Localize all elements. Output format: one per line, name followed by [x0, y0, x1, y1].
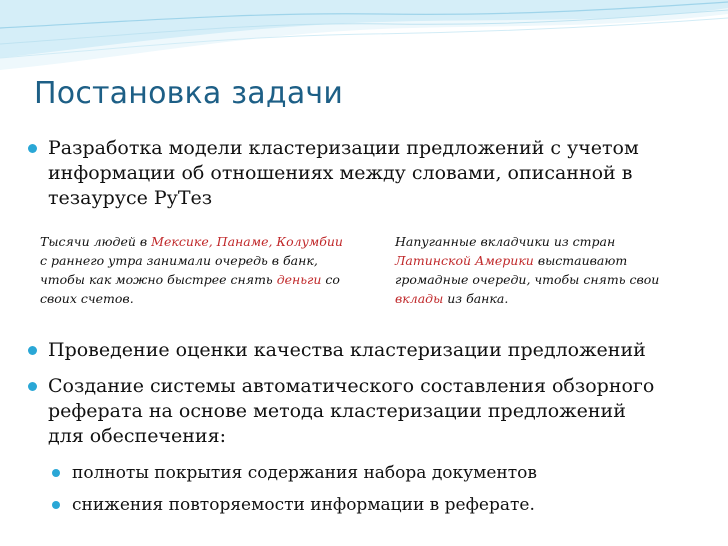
example-line: Латинской Америки выстаивают — [395, 253, 628, 268]
example-text-right — [395, 232, 715, 308]
bullet-text — [48, 136, 639, 211]
sub-bullet-icon — [52, 469, 60, 477]
highlight-word: деньги — [276, 272, 322, 287]
example-line: своих счетов. — [40, 291, 134, 306]
slide-title: Постановка задачи — [34, 76, 344, 111]
example-line: вклады из банка. — [395, 291, 509, 306]
sub-bullet-text: снижения повторяемости информации в реферате. — [72, 495, 535, 515]
bullet-line: тезаурусе РуТез — [48, 187, 213, 209]
bullet-line: Создание системы автоматического составления обзорного — [48, 375, 655, 397]
example-line: с раннего утра занимали очередь в банк, — [40, 253, 318, 268]
example-line: чтобы как можно быстрее снять деньги со — [40, 272, 340, 287]
bullet-icon — [28, 382, 37, 391]
sub-bullet-repetition — [52, 494, 712, 520]
highlight-word: вклады — [395, 291, 444, 306]
bullet-text: Проведение оценки качества кластеризации предложений — [48, 339, 646, 361]
bullet-icon — [28, 144, 37, 153]
example-line: громадные очереди, чтобы снять свои — [395, 272, 660, 287]
example-text-left — [40, 232, 375, 308]
bullet-line: реферата на основе метода кластеризации предложений — [48, 400, 626, 422]
bullet-text — [48, 374, 654, 449]
highlight-word: Мексике, Панаме, Колумбии — [151, 234, 343, 249]
bullet-line: информации об отношениях между словами, описанной в — [48, 162, 633, 184]
bullet-icon — [28, 346, 37, 355]
bullet-summary-system — [28, 374, 728, 454]
sub-bullet-icon — [52, 501, 60, 509]
bullet-clustering-model — [28, 136, 718, 216]
example-line: Тысячи людей в Мексике, Панаме, Колумбии — [40, 234, 343, 249]
bullet-line: для обеспечения: — [48, 425, 226, 447]
example-line: Напуганные вкладчики из стран — [395, 234, 616, 249]
bullet-quality-evaluation — [28, 338, 718, 366]
bullet-line: Разработка модели кластеризации предложений с учетом — [48, 137, 639, 159]
sub-bullet-coverage — [52, 462, 712, 488]
highlight-word: Латинской Америки — [395, 253, 534, 268]
sub-bullet-text: полноты покрытия содержания набора документов — [72, 463, 537, 483]
